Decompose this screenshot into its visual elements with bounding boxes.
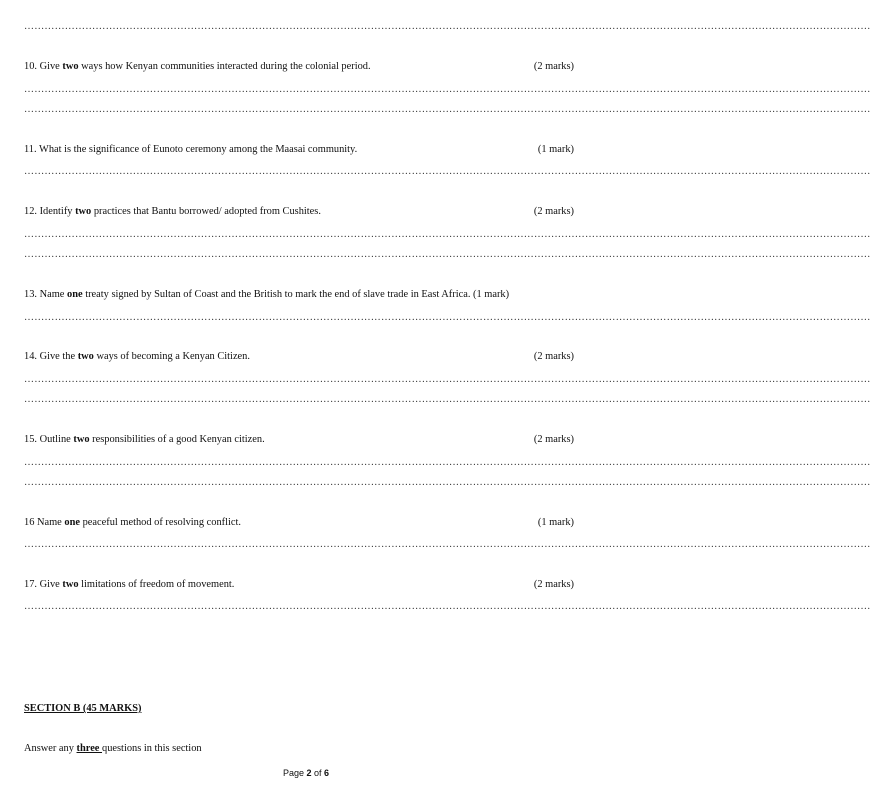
answer-line: …………………………………………………………………………………………………………………………………………………………………………………………………………………………… (24, 249, 871, 260)
question-16: 16 Name one peaceful method of resolving conflict. (24, 517, 241, 528)
answer-line: …………………………………………………………………………………………………………………………………………………………………………………………………………………………… (24, 539, 871, 550)
question-14-marks: (2 marks) (533, 351, 574, 362)
answer-line: …………………………………………………………………………………………………………………………………………………………………………………………………………………………… (24, 457, 871, 468)
answer-line: …………………………………………………………………………………………………………………………………………………………………………………………………………………………… (24, 21, 871, 32)
section-b-instruction: Answer any three questions in this section (24, 743, 202, 754)
question-14: 14. Give the two ways of becoming a Kenyan Citizen. (24, 351, 250, 362)
question-17-marks: (2 marks) (533, 579, 574, 590)
question-11: 11. What is the significance of Eunoto ceremony among the Maasai community. (24, 144, 358, 155)
question-10-marks: (2 marks) (533, 61, 574, 72)
answer-line: …………………………………………………………………………………………………………………………………………………………………………………………………………………………… (24, 374, 871, 385)
question-15: 15. Outline two responsibilities of a good Kenyan citizen. (24, 434, 265, 445)
question-10: 10. Give two ways how Kenyan communities interacted during the colonial period. (24, 61, 371, 72)
answer-line: …………………………………………………………………………………………………………………………………………………………………………………………………………………………… (24, 104, 871, 115)
question-15-marks: (2 marks) (533, 434, 574, 445)
question-11-marks: (1 mark) (537, 144, 574, 155)
question-16-marks: (1 mark) (537, 517, 574, 528)
section-b-title: SECTION B (45 MARKS) (24, 703, 142, 714)
answer-line: …………………………………………………………………………………………………………………………………………………………………………………………………………………………… (24, 477, 871, 488)
answer-line: …………………………………………………………………………………………………………………………………………………………………………………………………………………………… (24, 166, 871, 177)
question-13: 13. Name one treaty signed by Sultan of Coast and the British to mark the end of slave trade in East Africa. (1 mark) (24, 289, 510, 300)
question-17: 17. Give two limitations of freedom of movement. (24, 579, 235, 590)
answer-line: …………………………………………………………………………………………………………………………………………………………………………………………………………………………… (24, 84, 871, 95)
page-footer: Page 2 of 6 (282, 768, 330, 778)
answer-line: …………………………………………………………………………………………………………………………………………………………………………………………………………………………… (24, 601, 871, 612)
question-12: 12. Identify two practices that Bantu borrowed/ adopted from Cushites. (24, 206, 321, 217)
question-12-marks: (2 marks) (533, 206, 574, 217)
answer-line: …………………………………………………………………………………………………………………………………………………………………………………………………………………………… (24, 229, 871, 240)
answer-line: …………………………………………………………………………………………………………………………………………………………………………………………………………………………… (24, 312, 871, 323)
answer-line: …………………………………………………………………………………………………………………………………………………………………………………………………………………………… (24, 394, 871, 405)
